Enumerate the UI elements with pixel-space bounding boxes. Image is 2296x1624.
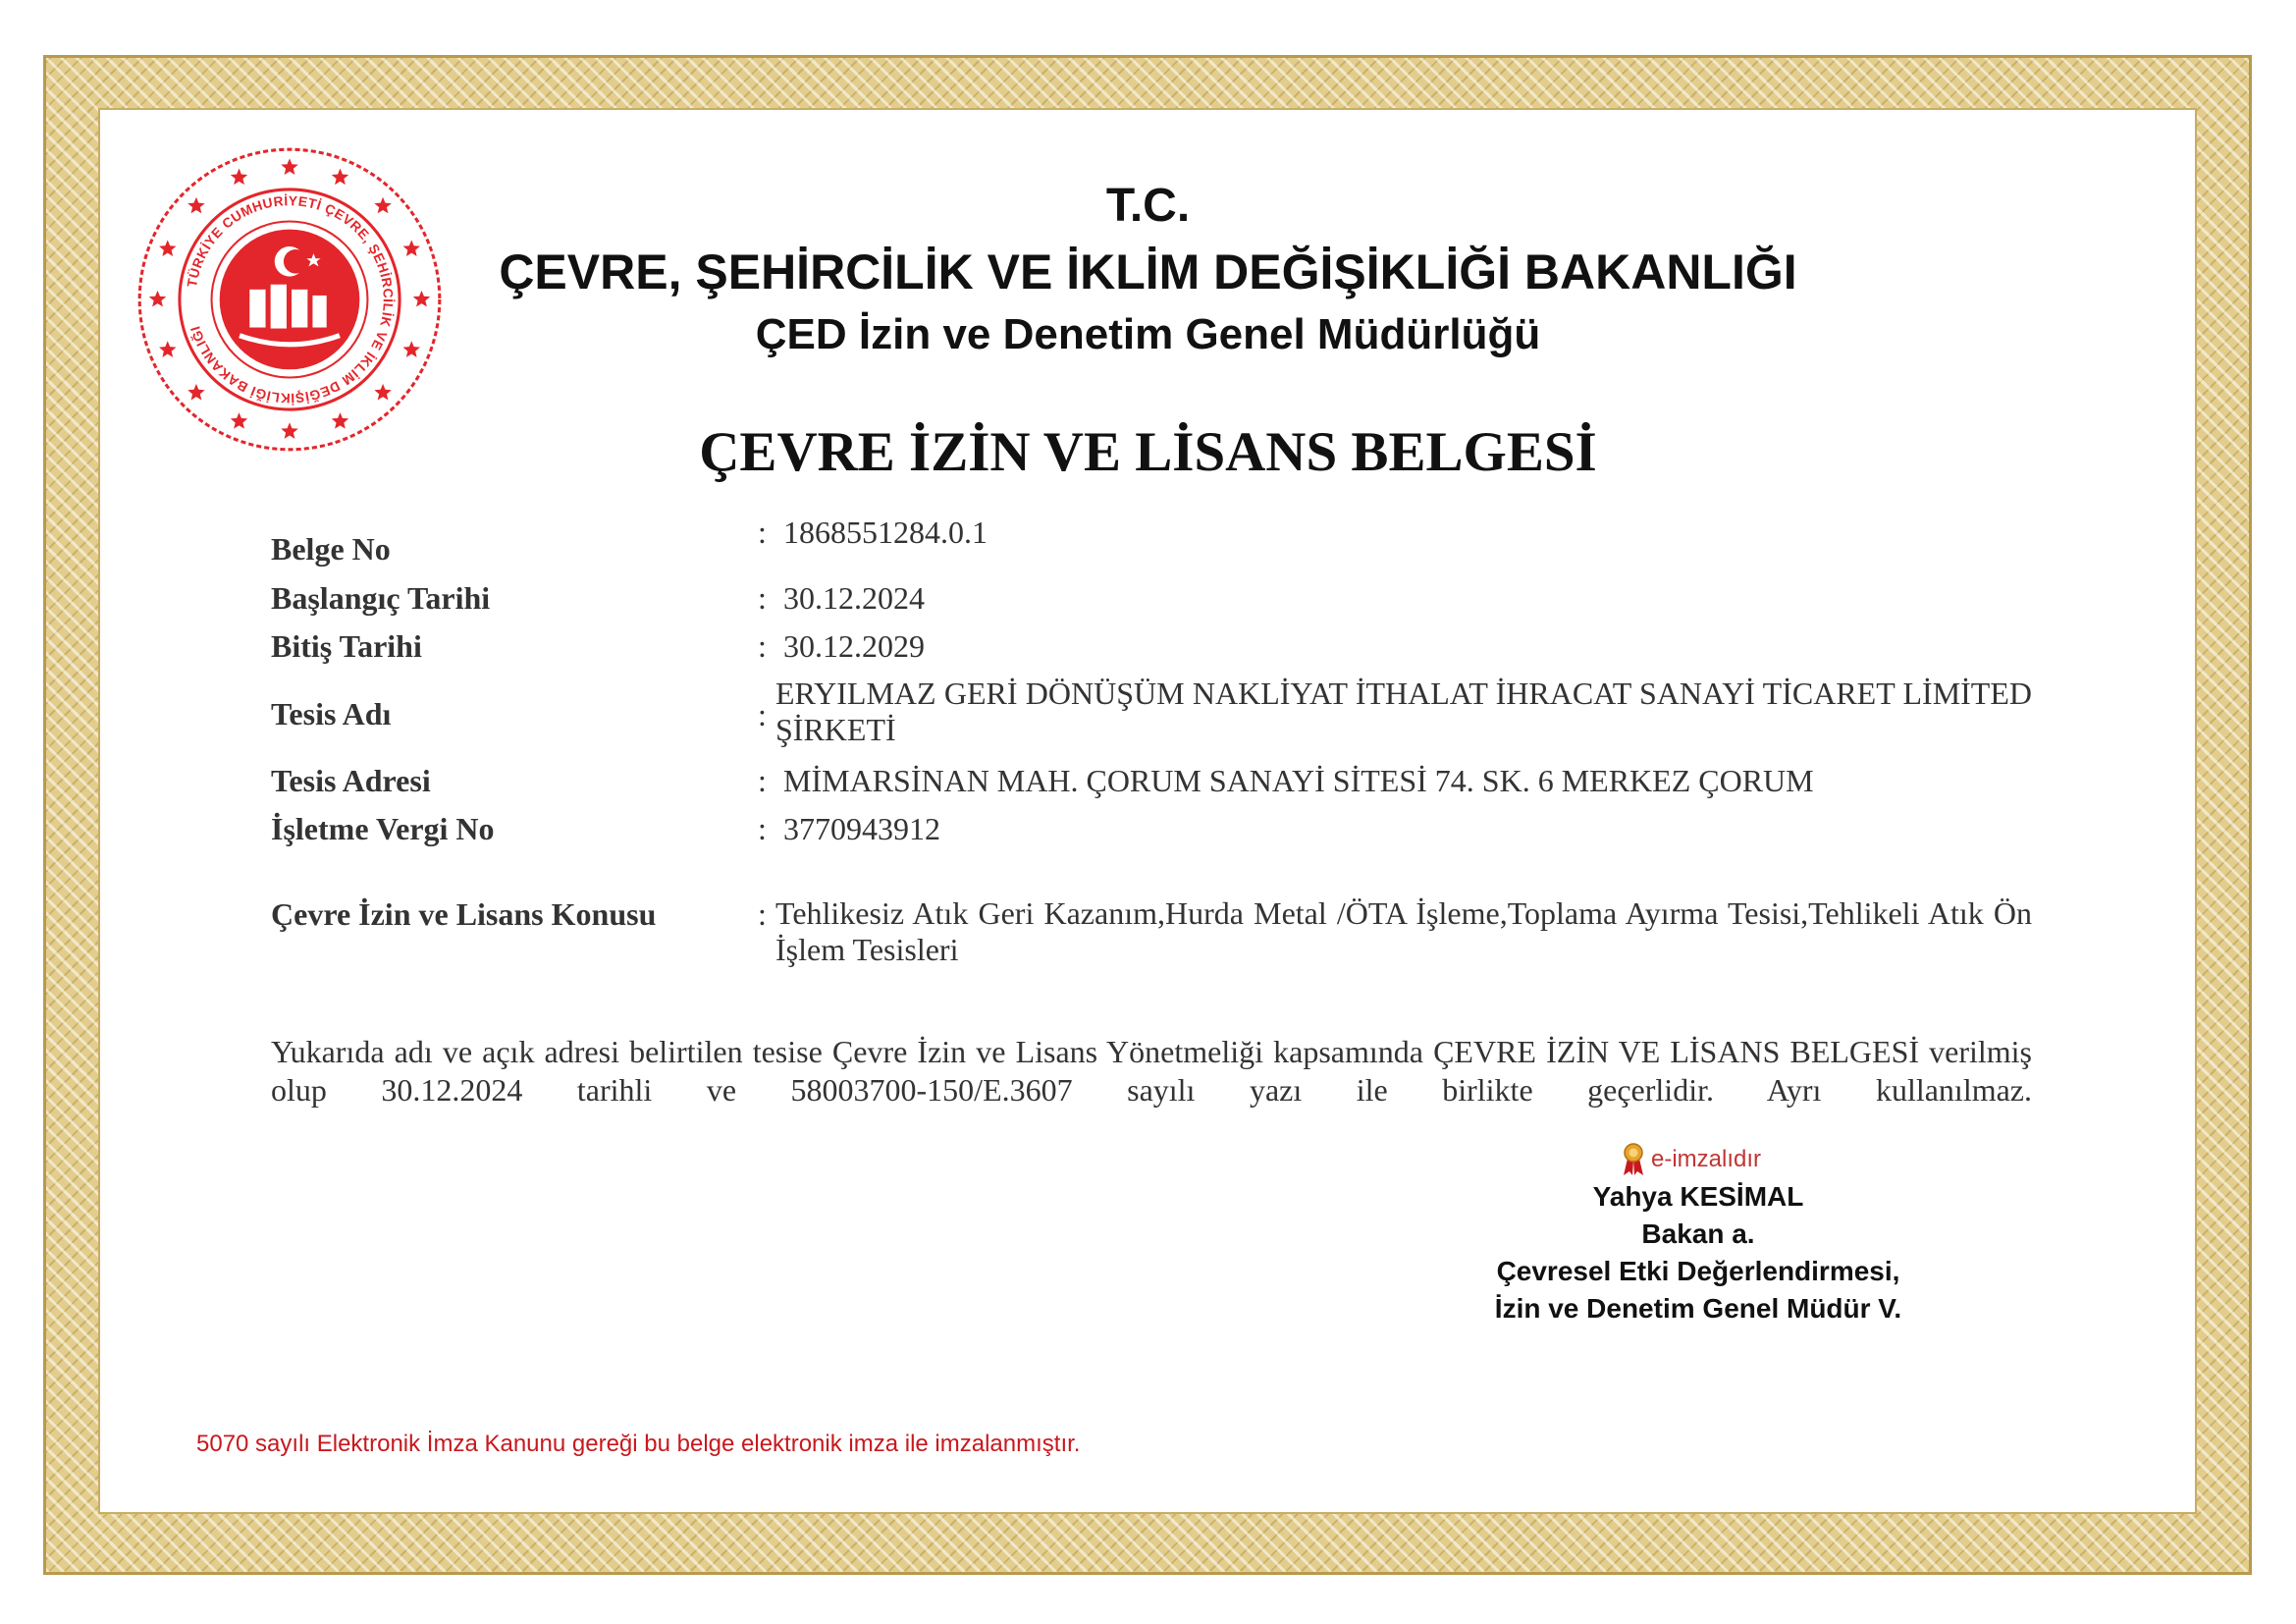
document-title: ÇEVRE İZİN VE LİSANS BELGESİ [699,421,1597,483]
baslangic-tarihi-label: Başlangıç Tarihi [271,580,491,616]
vergi-no-label: İşletme Vergi No [271,811,495,846]
baslangic-tarihi-colon: : [758,580,767,616]
tesis-adresi-colon: : [758,763,767,798]
e-signature-badge [1622,1143,1761,1176]
validity-paragraph: Yukarıda adı ve açık adresi belirtilen tesise Çevre İzin ve Lisans Yönetmeliği kapsamında ÇEVRE İZİN VE LİSANS BELGESİ verilmiş olup 30.12.2024 tarihli ve 58003700-150/E.3607 sayılı yazı ile birlikte geçerlidir. Ayrı kullanılmaz. [271,1034,2032,1108]
bitis-tarihi-label: Bitiş Tarihi [271,628,422,664]
signatory-name: Yahya KESİMAL [1592,1181,1804,1212]
signatory-block [1453,1178,1944,1327]
tesis-adresi-value: MİMARSİNAN MAH. ÇORUM SANAYİ SİTESİ 74. SK. 6 MERKEZ ÇORUM [783,763,1814,798]
tesis-adi-label: Tesis Adı [271,696,392,731]
vergi-no-value: 3770943912 [783,811,940,846]
header-tc: T.C. [1105,180,1191,232]
header-ministry: ÇEVRE, ŞEHİRCİLİK VE İKLİM DEĞİŞİKLİĞİ BAKANLIĞI [499,244,1797,299]
header-directorate: ÇED İzin ve Denetim Genel Müdürlüğü [755,310,1541,358]
belge-no-value: 1868551284.0.1 [783,514,988,550]
e-signature-law-note: 5070 sayılı Elektronik İmza Kanunu gereği bu belge elektronik imza ile imzalanmıştır. [196,1431,1081,1457]
tesis-adi-value: ERYILMAZ GERİ DÖNÜŞÜM NAKLİYAT İTHALAT İHRACAT SANAYİ TİCARET LİMİTED ŞİRKETİ [775,676,2032,747]
e-signed-label: e-imzalıdır [1651,1146,1762,1172]
ribbon-badge-icon [1622,1143,1645,1176]
vergi-no-colon: : [758,811,767,846]
bitis-tarihi-colon: : [758,628,767,664]
tesis-adi-colon: : [758,697,767,732]
lisans-konusu-value: Tehlikesiz Atık Geri Kazanım,Hurda Metal /ÖTA İşleme,Toplama Ayırma Tesisi,Tehlikeli Atık Ön İşlem Tesisleri [775,895,2032,967]
svg-text:TÜRKİYE CUMHURİYETİ ÇEVRE, ŞEH: TÜRKİYE CUMHURİYETİ ÇEVRE, ŞEHİRCİLİK VE İKLİM DEĞİŞİKLİĞİ BAKANLIĞI [185,193,396,406]
belge-no-label: Belge No [271,531,391,567]
bitis-tarihi-value: 30.12.2029 [783,628,925,664]
seal-star [281,158,298,175]
signatory-title-1: Bakan a. [1641,1218,1755,1249]
lisans-konusu-label: Çevre İzin ve Lisans Konusu [271,896,657,932]
signatory-title-3: İzin ve Denetim Genel Müdür V. [1494,1293,1902,1324]
lisans-konusu-colon: : [758,896,767,932]
baslangic-tarihi-value: 30.12.2024 [783,580,925,616]
tesis-adresi-label: Tesis Adresi [271,763,431,798]
belge-no-colon: : [758,514,767,550]
seal-star [187,384,204,401]
signatory-title-2: Çevresel Etki Değerlendirmesi, [1496,1256,1900,1286]
seal-star [374,384,391,401]
